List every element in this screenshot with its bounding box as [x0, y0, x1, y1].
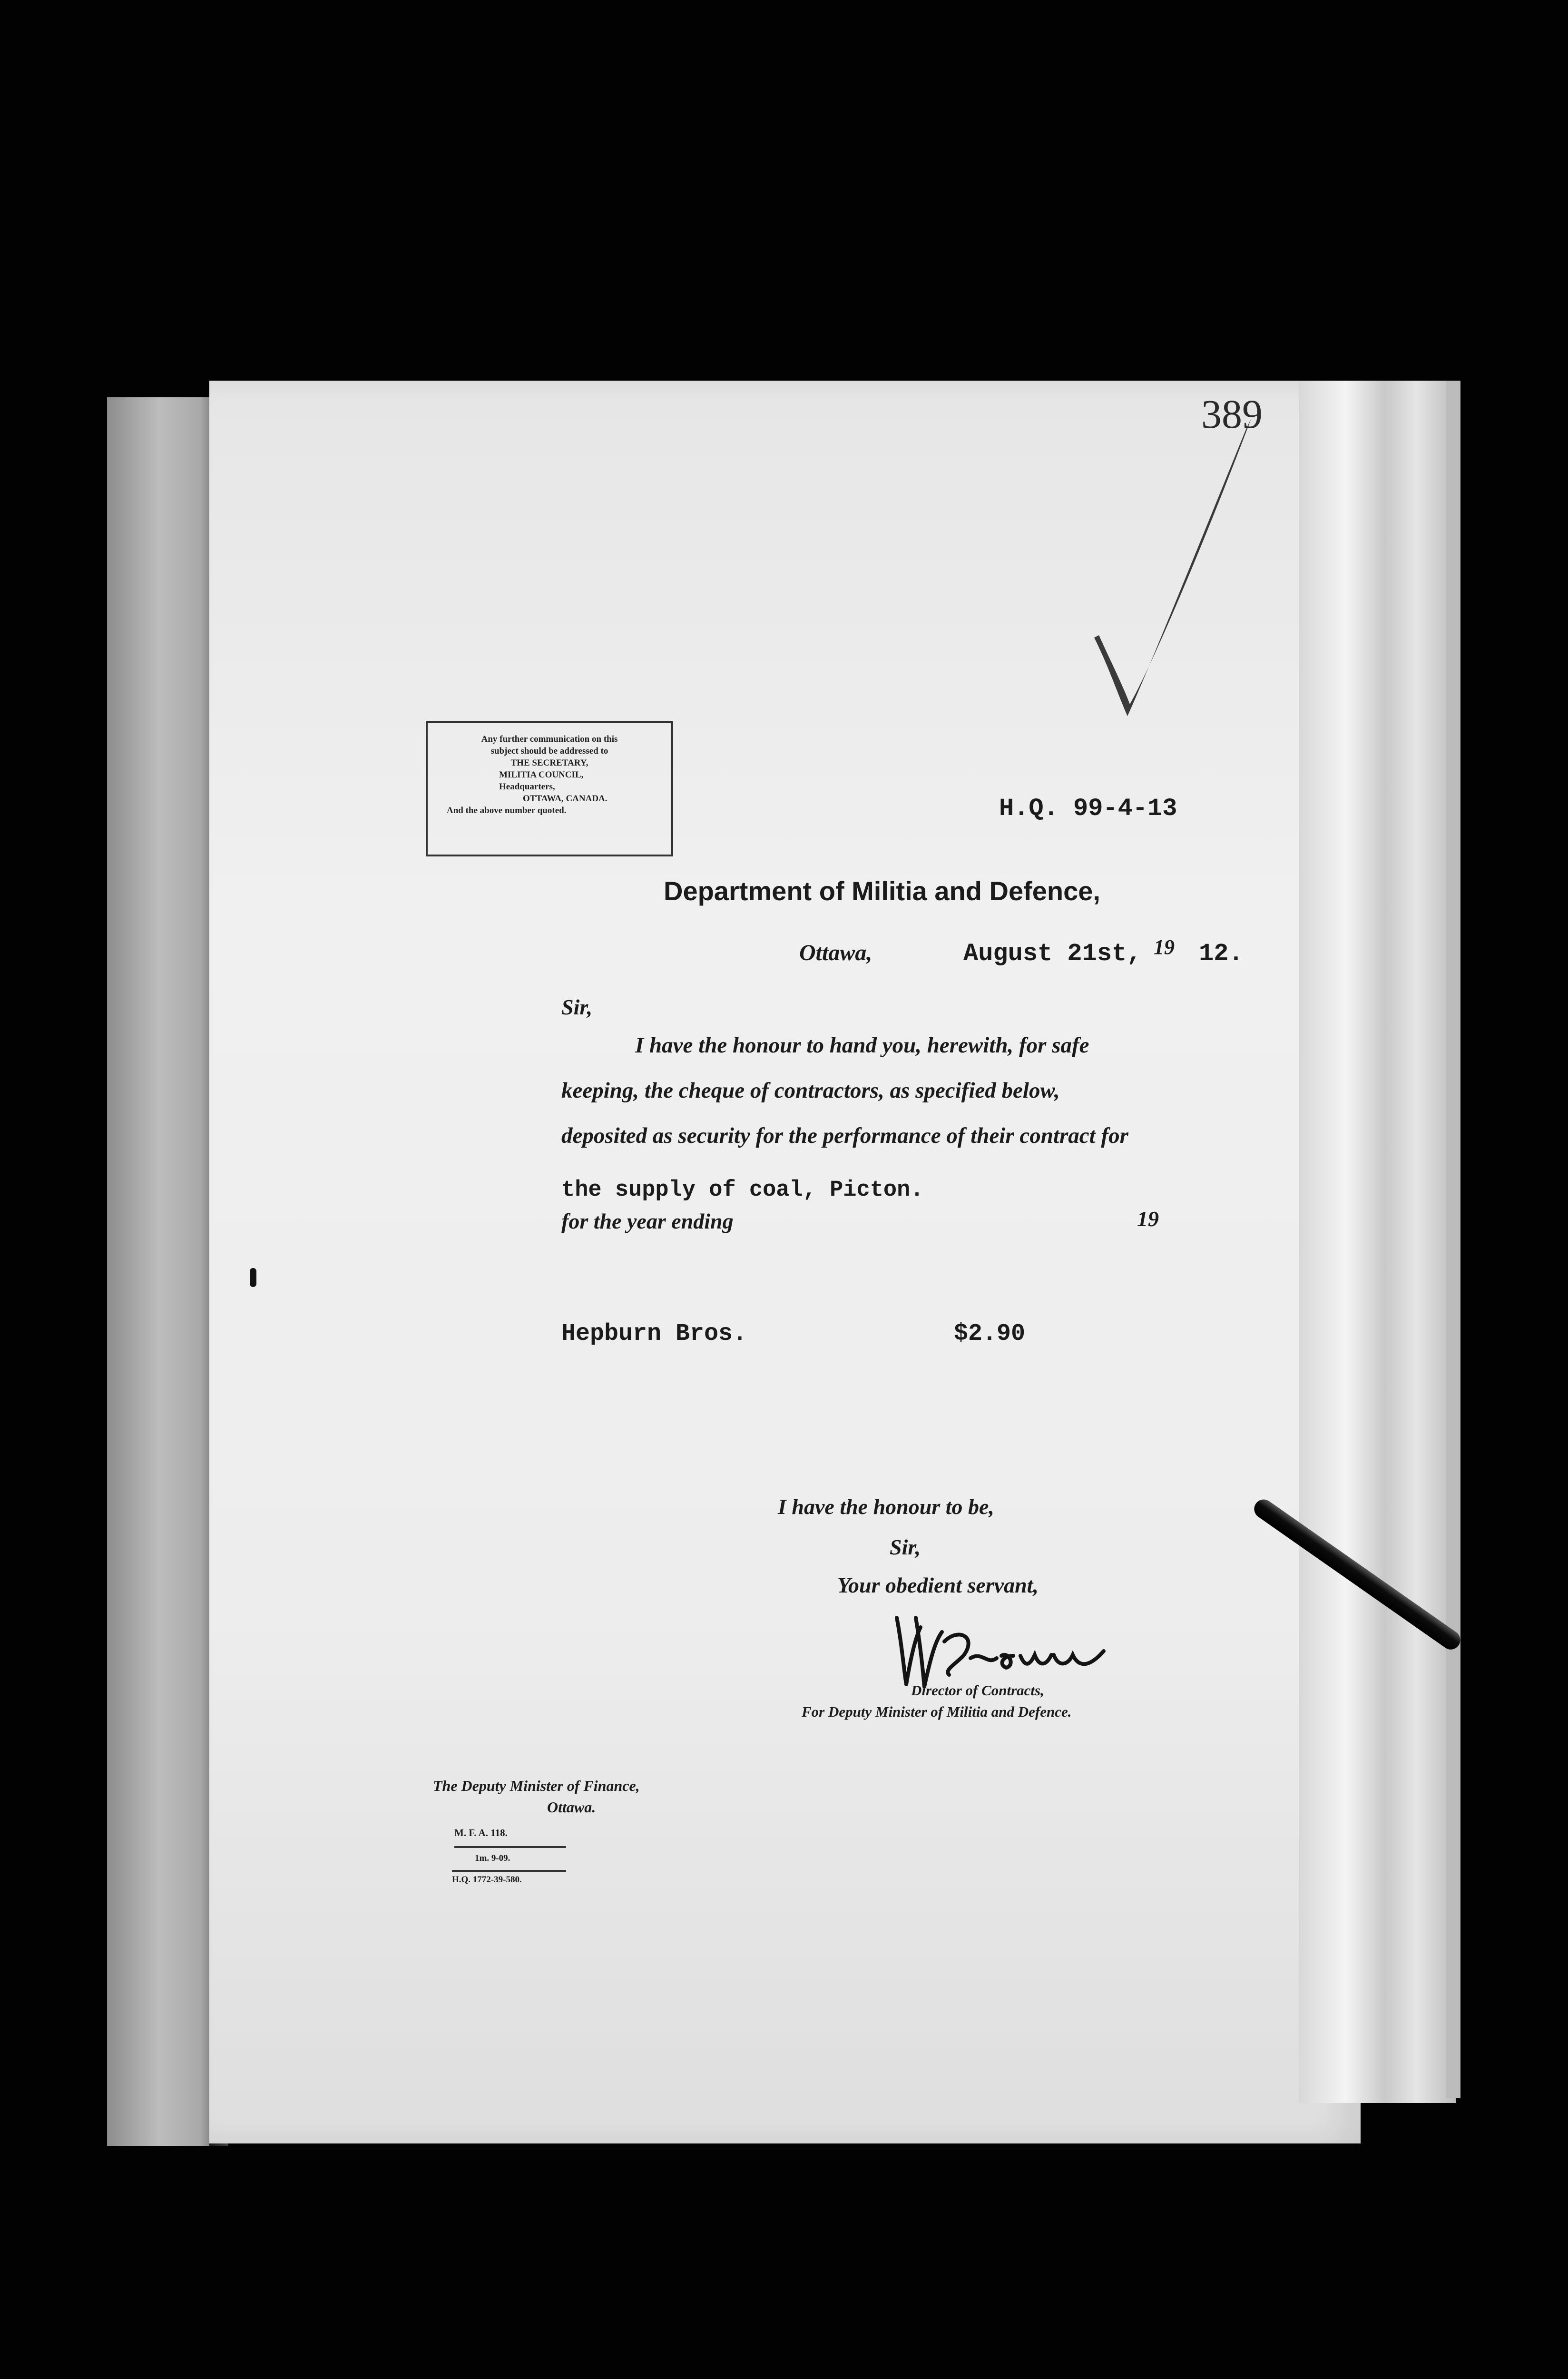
- instruction-line: OTTAWA, CANADA.: [523, 794, 608, 804]
- page-edge: [1446, 381, 1460, 2098]
- year-ending-label: for the year ending: [561, 1209, 734, 1233]
- place: Ottawa,: [799, 940, 872, 965]
- instruction-line: And the above number quoted.: [447, 806, 567, 816]
- signature: [887, 1599, 1111, 1694]
- checkmark-icon: [1089, 400, 1289, 723]
- closing-line: Sir,: [890, 1535, 921, 1559]
- recipient-line: Ottawa.: [547, 1799, 596, 1816]
- closing-line: Your obedient servant,: [837, 1573, 1039, 1597]
- contractor-name: Hepburn Bros.: [561, 1320, 747, 1347]
- salutation: Sir,: [561, 995, 593, 1019]
- date: August 21st,: [963, 940, 1142, 968]
- body-line: deposited as security for the performance of their contract for: [561, 1123, 1128, 1148]
- form-code: H.Q. 1772-39-580.: [452, 1875, 522, 1885]
- body-line: keeping, the cheque of contractors, as specified below,: [561, 1078, 1060, 1103]
- divider: [454, 1846, 566, 1848]
- contractor-amount: $2.90: [954, 1320, 1026, 1347]
- supply-line: the supply of coal, Picton.: [561, 1178, 924, 1203]
- page-number: 389: [1201, 391, 1263, 437]
- instruction-line: MILITIA COUNCIL,: [499, 770, 584, 780]
- instruction-box: [426, 721, 673, 856]
- recipient-line: The Deputy Minister of Finance,: [433, 1777, 640, 1794]
- instruction-line: Headquarters,: [499, 782, 555, 792]
- instruction-line: subject should be addressed to: [490, 746, 608, 756]
- signatory-title: Director of Contracts,: [911, 1682, 1044, 1699]
- form-code: 1m. 9-09.: [475, 1853, 510, 1863]
- page-fold: [1299, 381, 1456, 2103]
- instruction-line: Any further communication on this: [481, 734, 618, 744]
- ink-mark: [250, 1268, 256, 1287]
- binder-edge: [107, 397, 224, 2146]
- hq-reference: H.Q. 99-4-13: [999, 795, 1177, 823]
- closing-line: I have the honour to be,: [778, 1494, 994, 1519]
- year-suffix: 12.: [1199, 940, 1244, 968]
- instruction-line: THE SECRETARY,: [510, 758, 588, 768]
- form-code: M. F. A. 118.: [454, 1827, 508, 1838]
- year-prefix: 19: [1154, 935, 1175, 959]
- signatory-title: For Deputy Minister of Militia and Defence.: [802, 1703, 1072, 1720]
- divider: [452, 1870, 566, 1872]
- department-title: Department of Militia and Defence,: [664, 876, 1100, 906]
- body-line: I have the honour to hand you, herewith, for safe: [635, 1033, 1089, 1058]
- year-ending-value: 19: [1137, 1207, 1159, 1231]
